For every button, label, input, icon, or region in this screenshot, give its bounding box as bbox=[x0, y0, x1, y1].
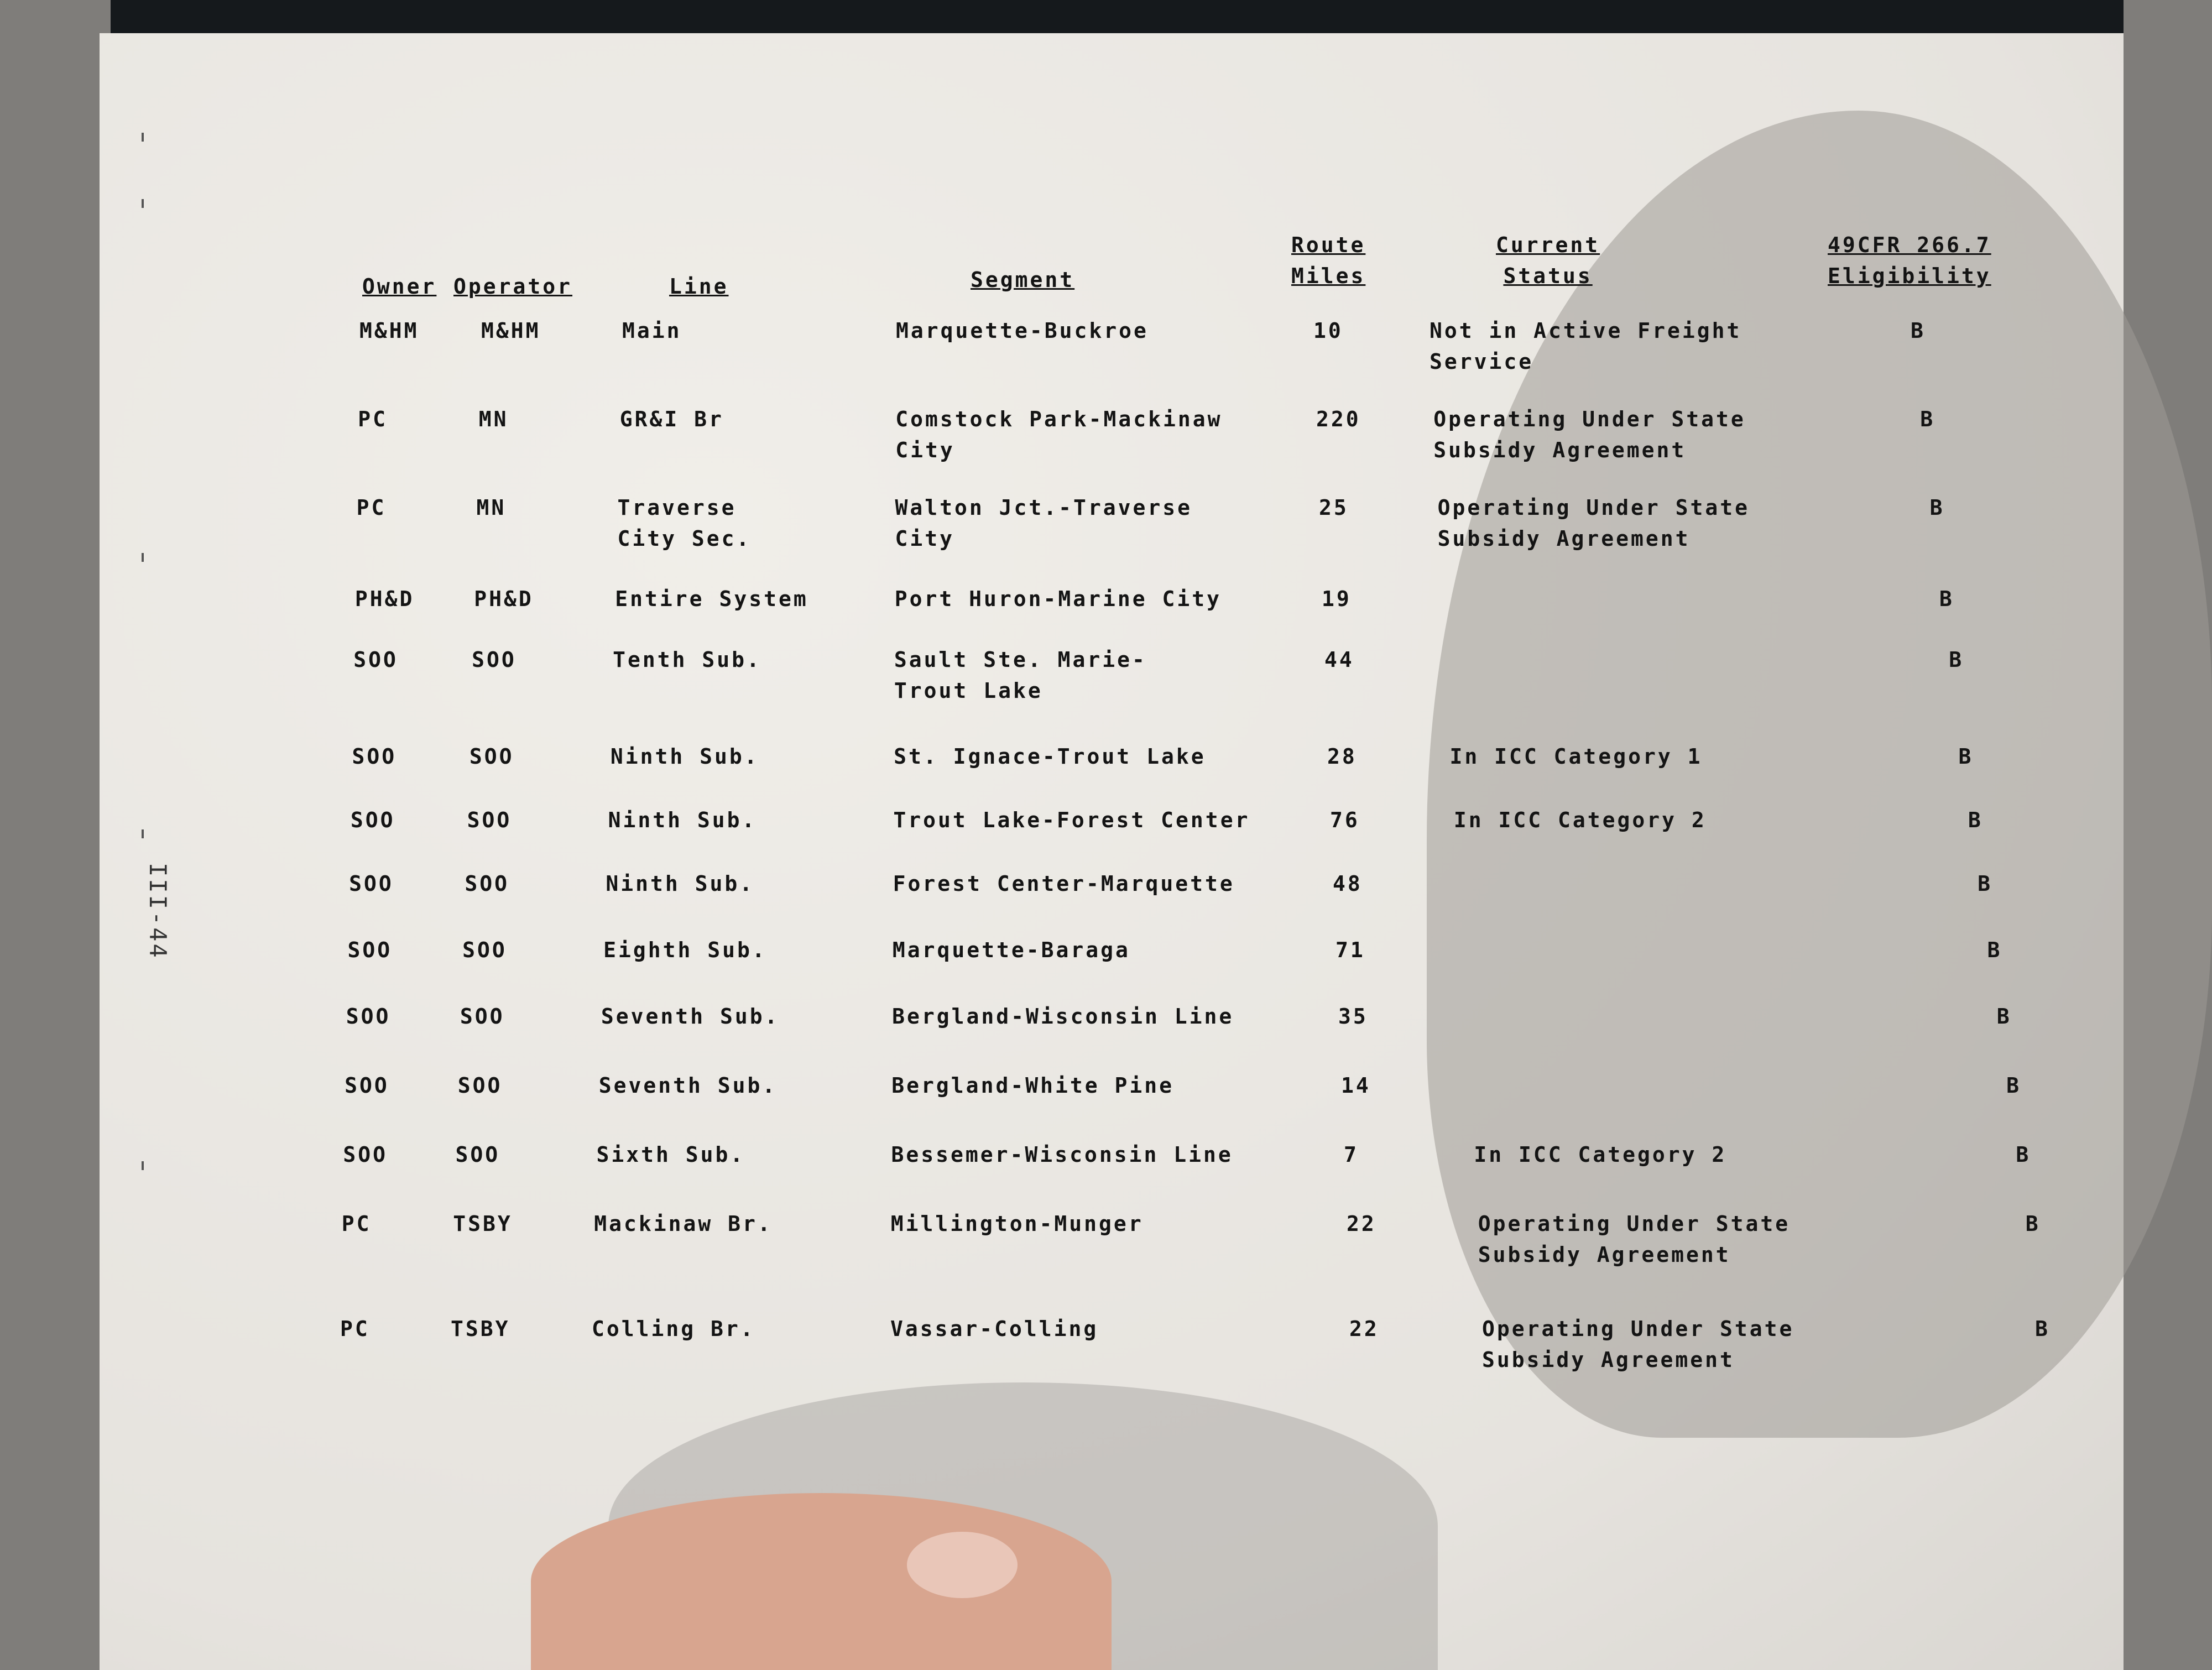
cell-owner: SOO bbox=[343, 1142, 388, 1167]
header-current-status: Current Status bbox=[1496, 233, 1600, 288]
page-number: III-44 bbox=[144, 863, 171, 960]
cell-segment: Trout Lake-Forest Center bbox=[893, 808, 1250, 832]
cell-route-miles: 48 bbox=[1333, 871, 1363, 896]
cell-segment: Vassar-Colling bbox=[890, 1317, 1099, 1341]
cell-current-status: Operating Under State Subsidy Agreement bbox=[1482, 1317, 1794, 1372]
margin-tick bbox=[142, 829, 144, 838]
cell-line: Eighth Sub. bbox=[603, 938, 767, 962]
cell-route-miles: 19 bbox=[1322, 587, 1352, 611]
cell-segment: Marquette-Buckroe bbox=[896, 319, 1149, 343]
cell-eligibility: B bbox=[1996, 1004, 2012, 1029]
cell-segment: Bergland-White Pine bbox=[891, 1073, 1174, 1098]
cell-line: Ninth Sub. bbox=[606, 871, 755, 896]
cell-owner: PC bbox=[356, 495, 387, 520]
cell-operator: SOO bbox=[457, 1073, 503, 1098]
cell-operator: MN bbox=[476, 495, 507, 520]
header-line: Line bbox=[669, 274, 729, 299]
cell-eligibility: B bbox=[2025, 1212, 2041, 1236]
cell-eligibility: B bbox=[1958, 744, 1974, 769]
cell-operator: PH&D bbox=[474, 587, 534, 611]
cell-operator: M&HM bbox=[481, 319, 541, 343]
margin-tick bbox=[142, 553, 144, 562]
cell-route-miles: 44 bbox=[1324, 648, 1354, 672]
cell-line: Seventh Sub. bbox=[601, 1004, 780, 1029]
cell-current-status: Operating Under State Subsidy Agreement bbox=[1437, 495, 1750, 551]
cell-route-miles: 35 bbox=[1338, 1004, 1368, 1029]
cell-segment: Millington-Munger bbox=[890, 1212, 1144, 1236]
cell-line: Sixth Sub. bbox=[596, 1142, 745, 1167]
cell-owner: M&HM bbox=[359, 319, 419, 343]
cell-operator: SOO bbox=[460, 1004, 505, 1029]
cell-operator: TSBY bbox=[451, 1317, 510, 1341]
cell-segment: Bessemer-Wisconsin Line bbox=[891, 1142, 1233, 1167]
cell-current-status: In ICC Category 1 bbox=[1449, 744, 1703, 769]
cell-segment: Marquette-Baraga bbox=[892, 938, 1130, 962]
cell-operator: SOO bbox=[472, 648, 517, 672]
cell-route-miles: 22 bbox=[1349, 1317, 1379, 1341]
cell-owner: SOO bbox=[347, 938, 393, 962]
cell-eligibility: B bbox=[1929, 495, 1945, 520]
cell-eligibility: B bbox=[2006, 1073, 2021, 1098]
cell-eligibility: B bbox=[1987, 938, 2002, 962]
cell-eligibility: B bbox=[1911, 319, 1926, 343]
cell-route-miles: 76 bbox=[1330, 808, 1360, 832]
cell-owner: SOO bbox=[349, 871, 394, 896]
cell-eligibility: B bbox=[1968, 808, 1983, 832]
cell-eligibility: B bbox=[1920, 407, 1936, 431]
cell-segment: Comstock Park-Mackinaw City bbox=[895, 407, 1223, 462]
cell-line: Mackinaw Br. bbox=[594, 1212, 773, 1236]
cell-eligibility: B bbox=[1978, 871, 1993, 896]
cell-segment: St. Ignace-Trout Lake bbox=[894, 744, 1206, 769]
cell-route-miles: 22 bbox=[1347, 1212, 1376, 1236]
cell-route-miles: 220 bbox=[1316, 407, 1361, 431]
cell-route-miles: 71 bbox=[1335, 938, 1365, 962]
cell-route-miles: 10 bbox=[1313, 319, 1343, 343]
margin-tick bbox=[142, 133, 144, 142]
cell-line: GR&I Br bbox=[619, 407, 724, 431]
cell-owner: SOO bbox=[353, 648, 398, 672]
cell-line: Ninth Sub. bbox=[610, 744, 759, 769]
cell-operator: SOO bbox=[467, 808, 512, 832]
cell-eligibility: B bbox=[1939, 587, 1954, 611]
cell-line: Main bbox=[622, 319, 682, 343]
margin-tick bbox=[142, 199, 144, 208]
cell-route-miles: 14 bbox=[1341, 1073, 1371, 1098]
cell-owner: SOO bbox=[350, 808, 395, 832]
header-eligibility: 49CFR 266.7 Eligibility bbox=[1828, 233, 1991, 288]
cell-operator: SOO bbox=[462, 938, 507, 962]
cell-owner: PC bbox=[340, 1317, 370, 1341]
cell-operator: SOO bbox=[469, 744, 514, 769]
cell-segment: Walton Jct.-Traverse City bbox=[895, 495, 1193, 551]
cell-owner: PH&D bbox=[354, 587, 415, 611]
cell-current-status: Operating Under State Subsidy Agreement bbox=[1478, 1212, 1791, 1267]
cell-current-status: In ICC Category 2 bbox=[1453, 808, 1707, 832]
header-owner: Owner bbox=[362, 274, 437, 299]
cell-current-status: Not in Active Freight Service bbox=[1430, 319, 1742, 374]
cell-current-status: In ICC Category 2 bbox=[1474, 1142, 1727, 1167]
cell-route-miles: 28 bbox=[1327, 744, 1357, 769]
cell-operator: TSBY bbox=[453, 1212, 513, 1236]
fingernail bbox=[907, 1532, 1018, 1598]
cell-route-miles: 7 bbox=[1344, 1142, 1359, 1167]
cell-segment: Port Huron-Marine City bbox=[894, 587, 1222, 611]
cell-current-status: Operating Under State Subsidy Agreement bbox=[1433, 407, 1746, 462]
cell-line: Tenth Sub. bbox=[613, 648, 761, 672]
cell-owner: SOO bbox=[345, 1073, 389, 1098]
cell-owner: PC bbox=[358, 407, 388, 431]
cell-operator: SOO bbox=[455, 1142, 500, 1167]
finger bbox=[531, 1493, 1112, 1670]
cell-line: Ninth Sub. bbox=[608, 808, 757, 832]
cell-owner: SOO bbox=[346, 1004, 391, 1029]
cell-line: Colling Br. bbox=[592, 1317, 755, 1341]
cell-line: Seventh Sub. bbox=[598, 1073, 778, 1098]
cell-operator: SOO bbox=[465, 871, 510, 896]
cell-owner: PC bbox=[341, 1212, 372, 1236]
cell-eligibility: B bbox=[2035, 1317, 2050, 1341]
cell-segment: Bergland-Wisconsin Line bbox=[892, 1004, 1234, 1029]
margin-tick bbox=[142, 1161, 144, 1170]
header-operator: Operator bbox=[453, 274, 573, 299]
cell-segment: Forest Center-Marquette bbox=[893, 871, 1235, 896]
header-segment: Segment bbox=[971, 268, 1075, 292]
cell-segment: Sault Ste. Marie- Trout Lake bbox=[894, 648, 1147, 703]
cell-owner: SOO bbox=[352, 744, 397, 769]
cell-line: Traverse City Sec. bbox=[617, 495, 752, 551]
cell-line: Entire System bbox=[615, 587, 808, 611]
cell-route-miles: 25 bbox=[1319, 495, 1349, 520]
cell-operator: MN bbox=[478, 407, 509, 431]
cell-eligibility: B bbox=[2016, 1142, 2031, 1167]
cell-eligibility: B bbox=[1949, 648, 1964, 672]
header-route-miles: Route Miles bbox=[1291, 233, 1366, 288]
